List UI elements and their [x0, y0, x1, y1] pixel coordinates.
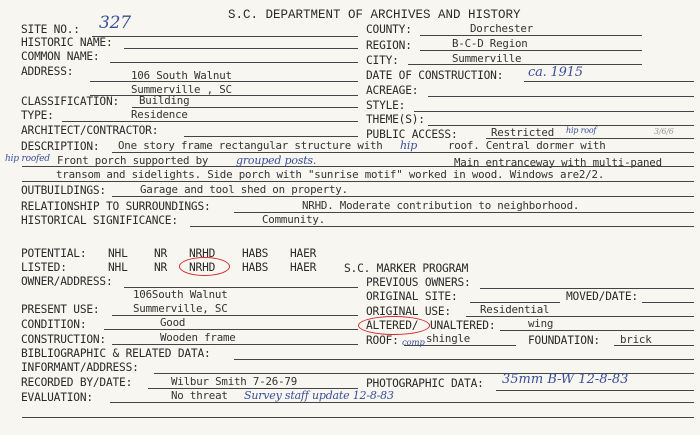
site-no-value: 327 — [99, 13, 131, 33]
description-line2b: Main entranceway with multi-paned — [454, 156, 662, 169]
architect-label: ARCHITECT/CONTRACTOR: — [21, 124, 159, 137]
public-access-value: Restricted — [491, 126, 555, 139]
address-line2: Summerville , SC — [131, 83, 232, 96]
photographic-hand: 35mm B-W 12-8-83 — [502, 372, 629, 387]
altered-value: wing — [528, 317, 554, 330]
address-line1: 106 South Walnut — [131, 69, 232, 82]
construction-label: CONSTRUCTION: — [21, 333, 106, 346]
moved-date-line — [642, 302, 694, 303]
listed-label: LISTED: — [21, 261, 67, 274]
construction-line — [112, 344, 358, 345]
roof-line — [404, 345, 516, 346]
unaltered-label: UNALTERED: — [430, 319, 496, 332]
listed-nrhd: NRHD — [189, 261, 216, 274]
owner-line2: Summerville, SC — [133, 302, 228, 315]
style-label: STYLE: — [366, 99, 406, 112]
potential-haer: HAER — [290, 247, 317, 260]
architect-line — [184, 136, 358, 137]
listed-nhl: NHL — [108, 261, 128, 274]
original-use-label: ORIGINAL USE: — [366, 305, 451, 318]
margin-note: 3/6/6 — [654, 127, 674, 136]
foundation-value: brick — [620, 333, 652, 346]
relationship-value: NRHD. Moderate contribution to neighborhood. — [302, 199, 580, 212]
present-use-label: PRESENT USE: — [21, 303, 100, 316]
description-line-a — [112, 152, 694, 153]
owner-line1: 106South Walnut — [133, 288, 228, 301]
description-line2a: Front porch supported by — [57, 154, 209, 167]
photographic-label: PHOTOGRAPHIC DATA: — [366, 377, 484, 390]
altered-label: ALTERED/ — [366, 319, 419, 332]
region-label: REGION: — [366, 39, 412, 52]
original-site-label: ORIGINAL SITE: — [366, 290, 458, 303]
description-label: DESCRIPTION: — [21, 140, 100, 153]
roof-label: ROOF: — [366, 334, 399, 347]
type-line — [62, 121, 358, 122]
city-line — [408, 64, 642, 65]
condition-label: CONDITION: — [21, 318, 87, 331]
county-label: COUNTY: — [366, 23, 412, 36]
date-construction-line — [524, 81, 694, 82]
altered-circle-mark — [358, 316, 430, 335]
date-construction-value: ca. 1915 — [528, 65, 583, 80]
evaluation-hand: Survey staff update 12-8-83 — [244, 389, 394, 402]
county-line — [420, 35, 642, 36]
address-line-a — [90, 81, 358, 82]
acreage-label: ACREAGE: — [366, 84, 419, 97]
condition-value: Good — [160, 316, 186, 329]
significance-label: HISTORICAL SIGNIFICANCE: — [21, 214, 178, 227]
county-value: Dorchester — [470, 22, 534, 35]
relationship-label: RELATIONSHIP TO SURROUNDINGS: — [21, 200, 211, 213]
style-line — [414, 111, 694, 112]
description-line2-hand: grouped posts. — [236, 154, 317, 167]
nrhd-circle-mark — [179, 257, 230, 276]
evaluation-label: EVALUATION: — [21, 391, 93, 404]
description-line-b — [22, 166, 694, 167]
foundation-line — [614, 345, 694, 346]
classification-label: CLASSIFICATION: — [21, 95, 120, 108]
roof-value: shingle — [426, 332, 471, 345]
city-label: CITY: — [366, 54, 399, 67]
previous-owners-line — [480, 288, 694, 289]
marker-program-label: S.C. MARKER PROGRAM — [344, 262, 469, 275]
evaluation-line — [110, 402, 694, 403]
acreage-line — [428, 96, 694, 97]
description-line3: transom and sidelights. Side porch with "sunrise motif" worked in wood. Windows are2/2. — [56, 168, 605, 181]
description-line1-hand: hip — [400, 139, 418, 152]
condition-line — [104, 329, 358, 330]
bottom-line — [22, 417, 694, 418]
type-label: TYPE: — [21, 109, 54, 122]
public-access-label: PUBLIC ACCESS: — [366, 128, 458, 141]
themes-label: THEME(S): — [366, 113, 425, 126]
description-line1a: One story frame rectangular structure with — [118, 139, 383, 152]
outbuildings-label: OUTBUILDINGS: — [21, 184, 106, 197]
previous-owners-label: PREVIOUS OWNERS: — [366, 276, 471, 289]
description-line1b: roof. Central dormer with — [448, 139, 606, 152]
common-name-line — [110, 62, 358, 63]
construction-value: Wooden frame — [160, 331, 236, 344]
card-header: S.C. DEPARTMENT OF ARCHIVES AND HISTORY — [228, 8, 521, 22]
present-use-line — [112, 315, 358, 316]
listed-habs: HABS — [242, 261, 269, 274]
city-value: Summerville — [452, 52, 522, 65]
original-use-value: Residential — [480, 303, 550, 316]
outbuildings-value: Garage and tool shed on property. — [140, 183, 348, 196]
roof-hand: comp — [402, 338, 425, 348]
bibliographic-line — [234, 359, 694, 360]
informant-label: INFORMANT/ADDRESS: — [21, 361, 139, 374]
recorded-value: Wilbur Smith 7-26-79 — [171, 375, 298, 388]
description-margin-hand: hip roofed — [5, 154, 50, 164]
description-line-c — [22, 181, 694, 182]
address-line-b — [90, 95, 358, 96]
potential-nrhd: NRHD — [189, 247, 216, 260]
altered-line — [500, 330, 694, 331]
significance-line — [190, 226, 694, 227]
moved-date-label: MOVED/DATE: — [566, 290, 638, 303]
historic-name-label: HISTORIC NAME: — [21, 36, 113, 49]
region-value: B-C-D Region — [452, 37, 528, 50]
region-line — [420, 50, 642, 51]
evaluation-value: No threat — [171, 389, 228, 402]
significance-value: Community. — [262, 213, 326, 226]
potential-habs: HABS — [242, 247, 269, 260]
owner-label: OWNER/ADDRESS: — [21, 275, 113, 288]
listed-nr: NR — [154, 261, 168, 274]
photographic-line — [496, 390, 694, 391]
classification-value: Building — [139, 94, 190, 107]
potential-nr: NR — [154, 247, 168, 260]
potential-label: POTENTIAL: — [21, 247, 87, 260]
historic-name-line — [124, 48, 358, 49]
outbuildings-line — [112, 196, 694, 197]
address-label: ADDRESS: — [21, 65, 74, 78]
common-name-label: COMMON NAME: — [21, 50, 100, 63]
recorded-label: RECORDED BY/DATE: — [21, 376, 133, 389]
original-use-line — [466, 316, 694, 317]
site-no-line — [92, 36, 358, 37]
listed-haer: HAER — [290, 261, 317, 274]
bibliographic-label: BIBLIOGRAPHIC & RELATED DATA: — [21, 347, 211, 360]
type-value: Residence — [131, 108, 188, 121]
foundation-label: FOUNDATION: — [528, 334, 600, 347]
potential-nhl: NHL — [108, 247, 128, 260]
date-construction-label: DATE OF CONSTRUCTION: — [366, 69, 504, 82]
hip-roof-note: hip roof — [566, 126, 597, 135]
site-no-label: SITE NO.: — [21, 23, 80, 36]
